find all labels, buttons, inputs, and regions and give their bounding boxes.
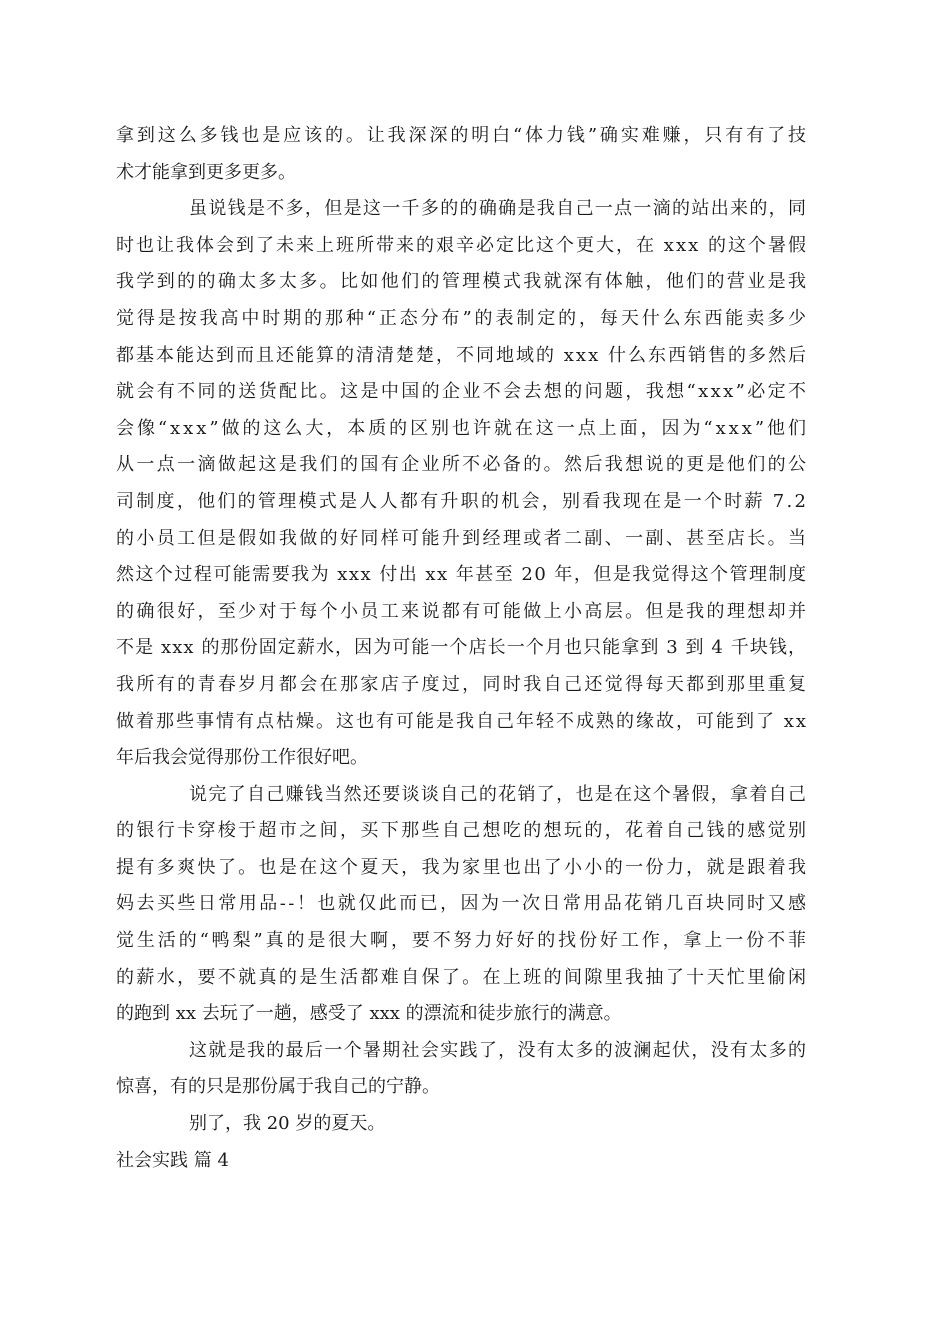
text-line-content: 时也让我体会到了未来上班所带来的艰辛必定比这个更大，在 xxx 的这个暑假	[116, 234, 808, 256]
text-line-content: 觉生活的“鸭梨”真的是很大啊，要不努力好好的找份好工作，拿上一份不菲	[116, 930, 809, 952]
text-line-content: 提有多爽快了。也是在这个夏天，我为家里也出了小小的一份力，就是跟着我	[116, 856, 809, 878]
text-line	[116, 704, 806, 741]
text-line-content: 术才能拿到更多更多。	[116, 161, 296, 183]
text-line	[116, 374, 809, 411]
text-line	[116, 228, 806, 265]
text-line-content: 的小员工但是假如我做的好同样可能升到经理或者二副、一副、甚至店长。当	[116, 527, 809, 549]
text-line-content: 虽说钱是不多，但是这一千多的的确确是我自己一点一滴的站出来的，同	[189, 198, 808, 220]
text-line-content: 会像“xxx”做的这么大，本质的区别也许就在这一点上面，因为“xxx”他们	[116, 417, 809, 439]
text-line-content: 的银行卡穿梭于超市之间，买下那些自己想吃的想玩的，花着自己钱的感觉别	[116, 820, 809, 842]
text-line	[116, 630, 806, 667]
text-line-content: 的薪水，要不就真的是生活都难自保了。在上班的间隙里我抽了十天忙里偷闲	[116, 966, 809, 988]
paragraph	[116, 1106, 806, 1143]
text-line	[116, 813, 809, 850]
text-line-content: 从一点一滴做起这是我们的国有企业所不必备的。然后我想说的更是他们的公	[116, 454, 809, 476]
text-line	[116, 740, 806, 777]
text-line	[116, 594, 809, 631]
text-line-content: 都基本能达到而且还能算的清清楚楚，不同地域的 xxx 什么东西销售的多然后	[116, 344, 808, 366]
text-line	[116, 264, 809, 301]
text-line	[116, 521, 809, 558]
paragraph	[116, 777, 809, 1033]
text-line	[116, 777, 806, 814]
text-line	[116, 447, 809, 484]
text-line	[116, 301, 809, 338]
document-page	[116, 118, 809, 1179]
text-line-content: 就会有不同的送货配比。这是中国的企业不会去想的问题，我想“xxx”必定不	[116, 381, 809, 403]
text-line-content: 别了，我 20 岁的夏天。	[189, 1113, 386, 1135]
text-line	[116, 667, 809, 704]
text-line	[116, 118, 809, 155]
text-line	[116, 996, 806, 1033]
text-line	[116, 1143, 806, 1180]
text-line-content: 司制度，他们的管理模式是人人都有升职的机会，别看我现在是一个时薪 7.2	[116, 490, 809, 512]
text-line	[116, 850, 809, 887]
text-line-content: 然这个过程可能需要我为 xxx 付出 xx 年甚至 20 年，但是我觉得这个管理制度	[116, 564, 808, 586]
text-line-content: 这就是我的最后一个暑期社会实践了，没有太多的波澜起伏，没有太多的	[189, 1039, 808, 1061]
text-line	[116, 1069, 806, 1106]
text-line	[116, 484, 809, 521]
text-line	[116, 155, 806, 192]
paragraph	[116, 118, 809, 191]
text-line-content: 我学到的的确太多太多。比如他们的管理模式我就深有体触，他们的营业是我	[116, 271, 809, 293]
text-line-content: 惊喜，有的只是那份属于我自己的宁静。	[116, 1076, 440, 1098]
text-line	[116, 557, 806, 594]
paragraph	[116, 1033, 806, 1106]
text-line-content: 妈去买些日常用品--！也就仅此而已，因为一次日常用品花销几百块同时又感	[116, 893, 809, 915]
text-line-content: 拿到这么多钱也是应该的。让我深深的明白“体力钱”确实难赚，只有有了技	[116, 125, 809, 146]
text-line-content: 不是 xxx 的那份固定薪水，因为可能一个店长一个月也只能拿到 3 到 4 千块钱，	[116, 637, 808, 659]
text-line	[116, 191, 806, 228]
text-line-content: 觉得是按我高中时期的那种“正态分布”的表制定的，每天什么东西能卖多少	[116, 307, 809, 329]
text-line-content: 说完了自己赚钱当然还要谈谈自己的花销了，也是在这个暑假，拿着自己	[189, 783, 808, 805]
text-line-content: 的跑到 xx 去玩了一趟，感受了 xxx 的漂流和徒步旅行的满意。	[116, 1003, 622, 1025]
text-line-content: 的确很好，至少对于每个小员工来说都有可能做上小高层。但是我的理想却并	[116, 600, 809, 622]
text-line	[116, 338, 806, 375]
text-line-content: 做着那些事情有点枯燥。这也有可能是我自己年轻不成熟的缘故，可能到了 xx	[116, 710, 808, 732]
text-line	[116, 1106, 806, 1143]
paragraph	[116, 1143, 806, 1180]
text-line	[116, 886, 809, 923]
text-line-content: 年后我会觉得那份工作很好吧。	[116, 747, 368, 769]
paragraph	[116, 191, 809, 777]
text-line	[116, 411, 809, 448]
text-line	[116, 923, 809, 960]
text-line	[116, 1033, 806, 1070]
text-line-content: 社会实践 篇 4	[116, 1149, 229, 1171]
text-line-content: 我所有的青春岁月都会在那家店子度过，同时我自己还觉得每天都到那里重复	[116, 673, 809, 695]
text-line	[116, 960, 809, 997]
